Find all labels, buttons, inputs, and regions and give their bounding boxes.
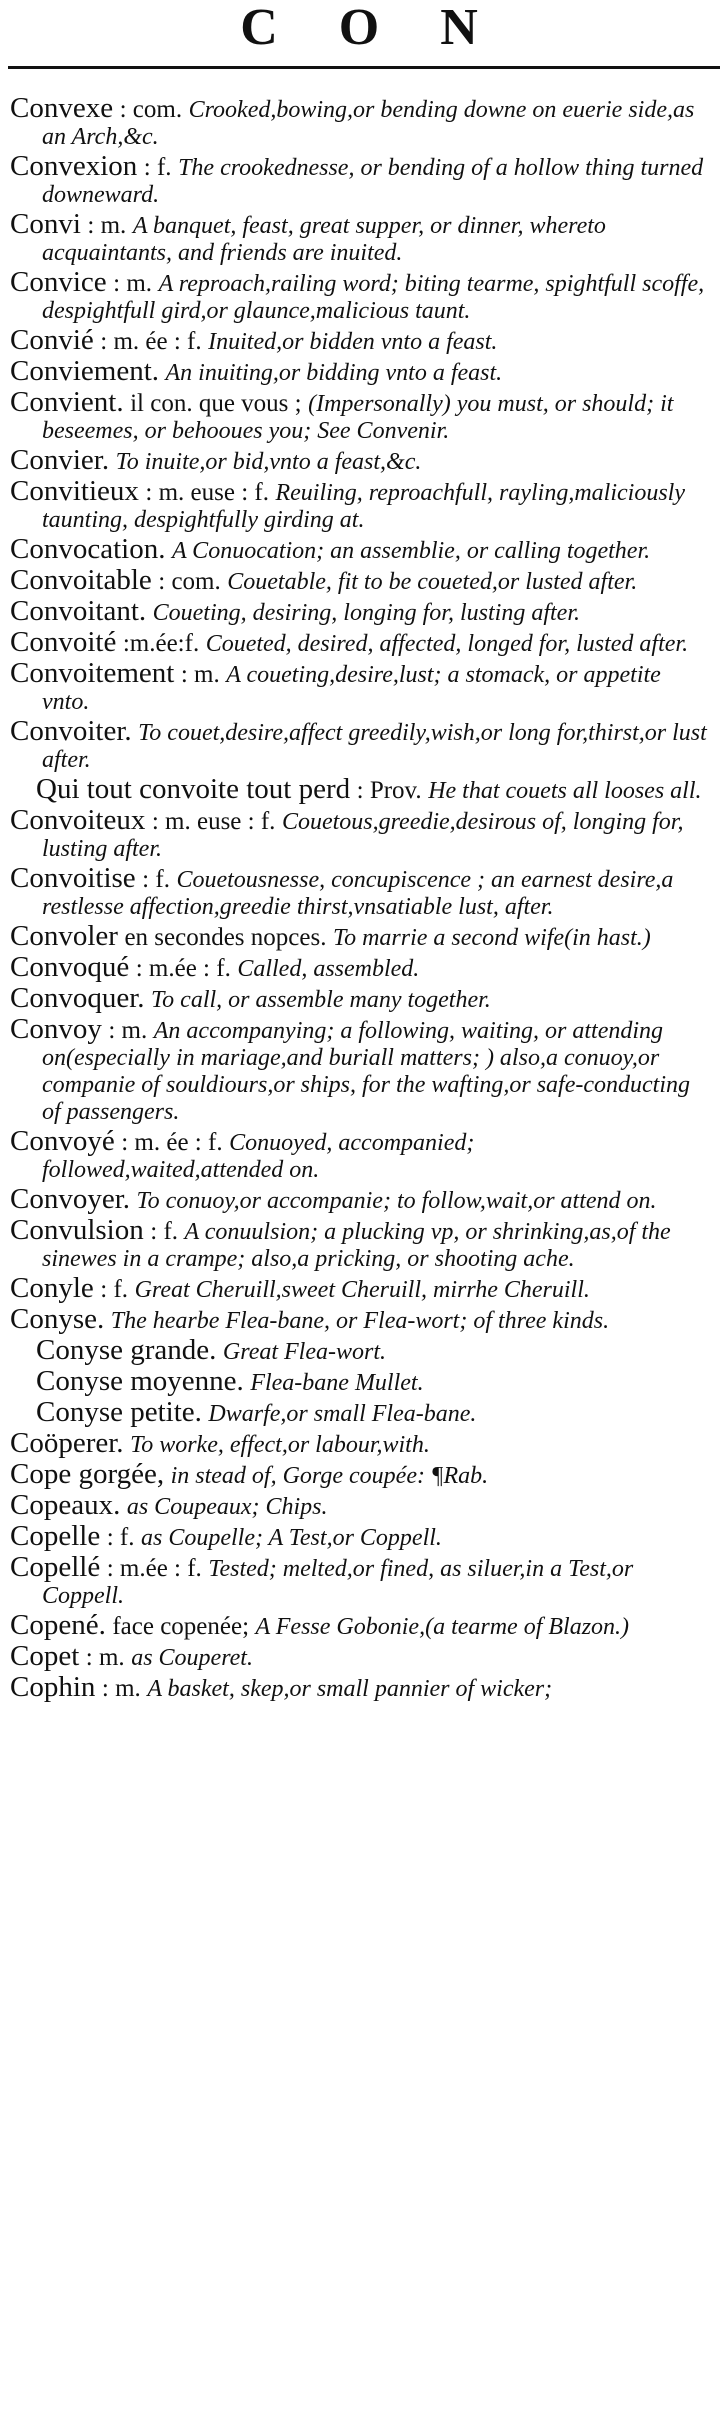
entry-definition: Conuoyed, accompanied; followed,waited,attended on. — [42, 1130, 475, 1183]
dictionary-entry — [10, 920, 714, 952]
entry-grammar: il con. que vous ; — [130, 390, 302, 417]
entry-definition: Inuited,or bidden vnto a feast. — [208, 329, 498, 355]
entry-definition: An accompanying; a following, waiting, or attending on(especially in mariage,and buriall matters; ) also,a conuoy,or companie of souldiours,or ships, for the wafting,or safe-conducting of passengers. — [42, 1018, 690, 1125]
entry-definition: The crookednesse, or bending of a hollow thing turned downeward. — [42, 155, 704, 208]
dictionary-entry — [10, 1640, 714, 1672]
entry-headword: Convi — [10, 208, 81, 240]
entry-definition: To couet,desire,affect greedily,wish,or long for,thirst,or lust after. — [42, 720, 707, 773]
entry-definition: A Conuocation; an assemblie, or calling together. — [171, 538, 651, 564]
entry-headword: Convoitise — [10, 862, 136, 894]
entry-grammar: : Prov. — [356, 777, 422, 804]
entry-headword: Convoité — [10, 626, 117, 658]
dictionary-entry — [10, 475, 714, 533]
entry-headword: Conviement. — [10, 355, 160, 387]
entry-definition: Couetable, fit to be coueted,or lusted after. — [227, 569, 638, 595]
dictionary-entry — [10, 951, 714, 983]
entry-headword: Convexe — [10, 92, 114, 124]
dictionary-entry — [10, 982, 714, 1014]
entry-grammar: : f. — [100, 1276, 129, 1303]
dictionary-entry — [10, 1671, 714, 1703]
dictionary-entry — [10, 595, 714, 627]
entry-grammar: : m. — [87, 212, 127, 239]
entry-headword: Convexion — [10, 150, 138, 182]
entry-headword: Convoyer. — [10, 1183, 131, 1215]
dictionary-entry — [10, 150, 714, 208]
entry-definition: A Fesse Gobonie,(a tearme of Blazon.) — [255, 1614, 630, 1640]
entry-definition: A reproach,railing word; biting tearme, spightfull scoffe, despightfull gird,or glaunce,malicious taunt. — [42, 271, 705, 324]
dictionary-entry — [10, 92, 714, 150]
entry-headword: Convoy — [10, 1013, 102, 1045]
entry-grammar: : f. — [150, 1218, 179, 1245]
entry-definition: A banquet, feast, great supper, or dinner, whereto acquaintants, and friends are inuited. — [42, 213, 606, 266]
entry-definition: A basket, skep,or small pannier of wicker; — [147, 1676, 553, 1702]
entry-grammar: : com. — [119, 96, 183, 123]
entry-headword: Convice — [10, 266, 107, 298]
dictionary-entry — [10, 862, 714, 920]
entry-definition: as Coupeaux; Chips. — [126, 1494, 328, 1520]
entry-grammar: : m. ée : f. — [121, 1129, 223, 1156]
entry-definition: in stead of, Gorge coupée: ¶Rab. — [170, 1463, 489, 1489]
entry-headword: Convoitant. — [10, 595, 147, 627]
dictionary-entry — [10, 1551, 714, 1609]
entry-headword: Copeaux. — [10, 1489, 121, 1521]
entry-definition: To call, or assemble many together. — [151, 987, 491, 1013]
dictionary-entry — [10, 1365, 714, 1397]
entry-headword: Conyse petite. — [36, 1396, 202, 1428]
dictionary-entry — [10, 804, 714, 862]
entry-definition: To worke, effect,or labour,with. — [130, 1432, 430, 1458]
entry-grammar: : f. — [142, 866, 170, 893]
entry-definition: Great Flea-wort. — [222, 1339, 386, 1365]
dictionary-entry — [10, 1458, 714, 1490]
entry-definition: Couetous,greedie,desirous of, longing for, lusting after. — [42, 809, 684, 862]
entry-definition: A conuulsion; a plucking vp, or shrinking,as,of the sinewes in a crampe; also,a pricking, or shooting ache. — [42, 1219, 671, 1272]
entry-grammar: : m.ée : f. — [135, 955, 231, 982]
dictionary-entry — [10, 1214, 714, 1272]
entry-grammar: : m. euse : f. — [145, 479, 269, 506]
dictionary-entry — [10, 1272, 714, 1304]
dictionary-entry — [10, 266, 714, 324]
entry-grammar: : m. — [101, 1675, 141, 1702]
entry-grammar: : m. — [113, 270, 153, 297]
entry-grammar: : f. — [106, 1524, 135, 1551]
entry-definition: Flea-bane Mullet. — [250, 1370, 424, 1396]
entry-headword: Copené. — [10, 1609, 106, 1641]
dictionary-entry — [10, 208, 714, 266]
entry-definition: To inuite,or bid,vnto a feast,&c. — [115, 449, 422, 475]
entry-definition: An inuiting,or bidding vnto a feast. — [165, 360, 503, 386]
entry-grammar: : m. — [85, 1644, 125, 1671]
header-rule — [8, 66, 720, 69]
entry-headword: Convoiteux — [10, 804, 146, 836]
dictionary-entry — [10, 626, 714, 658]
entry-definition: Tested; melted,or fined, as siluer,in a Test,or Coppell. — [42, 1556, 634, 1609]
entry-list — [10, 92, 714, 1706]
entry-definition: Couetousnesse, concupiscence ; an earnest desire,a restlesse affection,greedie thirst,vnsatiable lust, after. — [42, 867, 674, 920]
entry-headword: Convoler — [10, 920, 118, 952]
entry-definition: A coueting,desire,lust; a stomack, or appetite vnto. — [42, 662, 661, 715]
entry-definition: as Couperet. — [131, 1645, 253, 1671]
entry-headword: Coöperer. — [10, 1427, 124, 1459]
dictionary-entry — [10, 533, 714, 565]
dictionary-entry — [10, 355, 714, 387]
entry-headword: Copet — [10, 1640, 80, 1672]
entry-definition: Called, assembled. — [237, 956, 420, 982]
dictionary-entry — [10, 1334, 714, 1366]
entry-headword: Convitieux — [10, 475, 139, 507]
entry-headword: Convoitable — [10, 564, 152, 596]
entry-headword: Convoitement — [10, 657, 175, 689]
entry-headword: Conyle — [10, 1272, 94, 1304]
entry-headword: Convié — [10, 324, 94, 356]
entry-grammar: : m.ée : f. — [106, 1555, 202, 1582]
entry-definition: Coueting, desiring, longing for, lusting after. — [152, 600, 580, 626]
entry-definition: He that couets all looses all. — [428, 778, 702, 804]
dictionary-entry — [10, 324, 714, 356]
dictionary-entry — [10, 715, 714, 773]
entry-headword: Convient. — [10, 386, 124, 418]
entry-grammar: en secondes nopces. — [124, 924, 327, 951]
entry-definition: Reuiling, reproachfull, rayling,maliciously taunting, despightfully girding at. — [42, 480, 685, 533]
entry-headword: Convier. — [10, 444, 110, 476]
entry-headword: Convulsion — [10, 1214, 144, 1246]
entry-headword: Convoqué — [10, 951, 130, 983]
entry-definition: (Impersonally) you must, or should; it beseemes, or behooues you; See Convenir. — [42, 391, 674, 444]
entry-grammar: : f. — [143, 154, 172, 181]
entry-definition: as Coupelle; A Test,or Coppell. — [140, 1525, 442, 1551]
entry-grammar: : m. — [180, 661, 220, 688]
dictionary-entry — [10, 1303, 714, 1335]
entry-definition: To marrie a second wife(in hast.) — [332, 925, 651, 951]
dictionary-entry — [10, 444, 714, 476]
dictionary-entry — [10, 1013, 714, 1125]
dictionary-entry — [10, 1396, 714, 1428]
entry-grammar: : m. ée : f. — [100, 328, 202, 355]
entry-grammar: face copenée; — [112, 1613, 250, 1640]
dictionary-entry — [10, 1609, 714, 1641]
entry-headword: Convoyé — [10, 1125, 115, 1157]
entry-grammar: : com. — [158, 568, 221, 595]
entry-definition: Crooked,bowing,or bending downe on euerie side,as an Arch,&c. — [42, 97, 695, 150]
dictionary-entry — [10, 657, 714, 715]
entry-headword: Copellé — [10, 1551, 101, 1583]
entry-definition: Great Cheruill,sweet Cheruill, mirrhe Cheruill. — [134, 1277, 590, 1303]
entry-grammar: : m. euse : f. — [151, 808, 276, 835]
entry-definition: Coueted, desired, affected, longed for, lusted after. — [205, 631, 689, 657]
entry-headword: Convoquer. — [10, 982, 145, 1014]
entry-headword: Conyse moyenne. — [36, 1365, 244, 1397]
entry-definition: To conuoy,or accompanie; to follow,wait,or attend on. — [136, 1188, 657, 1214]
entry-headword: Conyse grande. — [36, 1334, 217, 1366]
entry-headword: Cope gorgée, — [10, 1458, 165, 1490]
entry-definition: The hearbe Flea-bane, or Flea-wort; of three kinds. — [110, 1308, 610, 1334]
entry-grammar: : m. — [108, 1017, 148, 1044]
entry-definition: Dwarfe,or small Flea-bane. — [208, 1401, 477, 1427]
entry-headword: Qui tout convoite tout perd — [36, 773, 351, 805]
dictionary-entry — [10, 1125, 714, 1183]
dictionary-entry — [10, 386, 714, 444]
dictionary-entry — [10, 1183, 714, 1215]
dictionary-entry — [10, 773, 714, 805]
entry-headword: Copelle — [10, 1520, 101, 1552]
entry-headword: Cophin — [10, 1671, 96, 1703]
page-header: C O N — [240, 0, 502, 56]
dictionary-entry — [10, 1520, 714, 1552]
entry-headword: Conyse. — [10, 1303, 105, 1335]
dictionary-entry — [10, 1489, 714, 1521]
dictionary-entry — [10, 564, 714, 596]
entry-headword: Convocation. — [10, 533, 166, 565]
dictionary-entry — [10, 1427, 714, 1459]
entry-headword: Convoiter. — [10, 715, 132, 747]
entry-grammar: :m.ée:f. — [122, 630, 200, 657]
